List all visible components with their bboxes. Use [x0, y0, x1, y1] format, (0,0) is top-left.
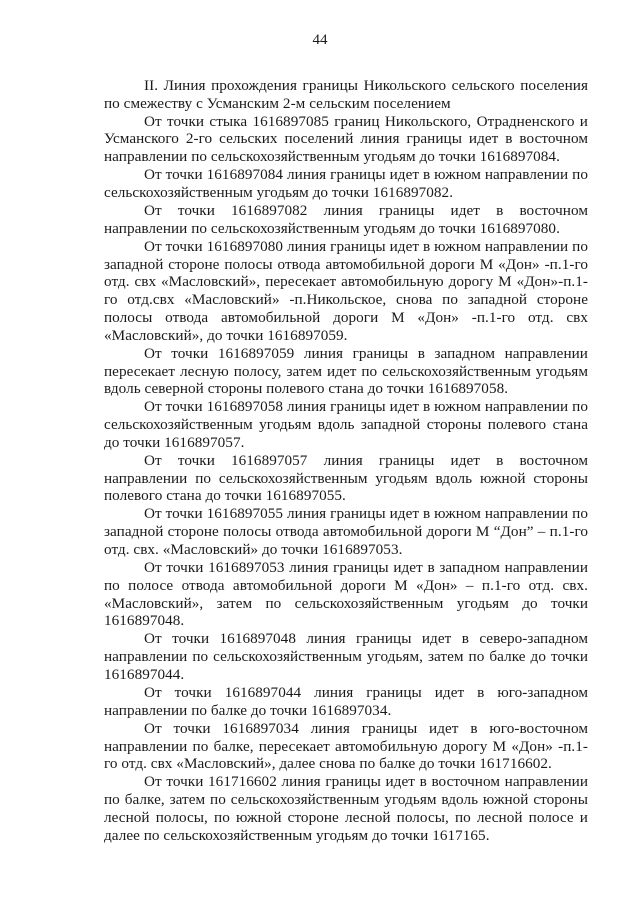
paragraph: От точки 1616897084 линия границы идет в южном направлении по сельскохозяйственным угодьям до точки 1616897082. — [104, 166, 588, 201]
paragraph: От точки 1616897034 линия границы идет в юго-восточном направлении по балке, пересекает автомобильную дорогу М «Дон» -п.1-го отд. свх «Масловский», далее снова по балке до точки 161716602. — [104, 719, 588, 773]
paragraph: От точки 1616897057 линия границы идет в восточном направлении по сельскохозяйственным угодьям вдоль южной стороны полевого стана до точки 1616897055. — [104, 451, 588, 505]
paragraph: От точки 1616897080 линия границы идет в южном направлении по западной стороне полосы отвода автомобильной дороги М «Дон» -п.1-го отд. свх «Масловский», пересекает автомобильную дорогу М «Дон»-п.1-го отд.свх «Масловский» -п.Никольское, снова по западной стороне полосы отвода автомобильной дороги М «Дон» -п.1-го отд. свх «Масловский», до точки 1616897059. — [104, 237, 588, 344]
paragraph: От точки 1616897053 линия границы идет в западном направлении по полосе отвода автомобильной дороги М «Дон» – п.1-го отд. свх. «Масловский», затем по сельскохозяйственным угодьям до точки 1616897048. — [104, 559, 588, 630]
paragraph: От точки стыка 1616897085 границ Никольского, Отрадненского и Усманского 2-го сельских поселений линия границы идет в восточном направлении по сельскохозяйственным угодьям до точки 1616897084. — [104, 112, 588, 166]
paragraph: От точки 1616897082 линия границы идет в восточном направлении по сельскохозяйственным угодьям до точки 1616897080. — [104, 201, 588, 237]
paragraph: От точки 1616897044 линия границы идет в юго-западном направлении по балке до точки 1616897034. — [104, 683, 588, 719]
paragraph: От точки 1616897058 линия границы идет в южном направлении по сельскохозяйственным угодьям вдоль западной стороны полевого стана до точки 1616897057. — [104, 398, 588, 451]
page-number: 44 — [312, 32, 328, 48]
paragraph: От точки 1616897055 линия границы идет в южном направлении по западной стороне полосы отвода автомобильной дороги М “Дон” – п.1-го отд. свх. «Масловский» до точки 1616897053. — [104, 505, 588, 559]
paragraph: От точки 1616897048 линия границы идет в северо-западном направлении по сельскохозяйственным угодьям, затем по балке до точки 1616897044. — [104, 630, 588, 683]
document-body — [104, 77, 588, 845]
paragraph: От точки 161716602 линия границы идет в восточном направлении по балке, затем по сельскохозяйственным угодьям вдоль южной стороны лесной полосы, по южной стороне лесной полосы, по лесной полосе и далее по сельскохозяйственным угодьям до точки 1617165. — [104, 773, 588, 844]
section-heading: II. Линия прохождения границы Никольского сельского поселения по смежеству с Усманским 2-м сельским поселением — [104, 77, 588, 112]
paragraph: От точки 1616897059 линия границы в западном направлении пересекает лесную полосу, затем идет по сельскохозяйственным угодьям вдоль северной стороны полевого стана до точки 1616897058. — [104, 344, 588, 398]
